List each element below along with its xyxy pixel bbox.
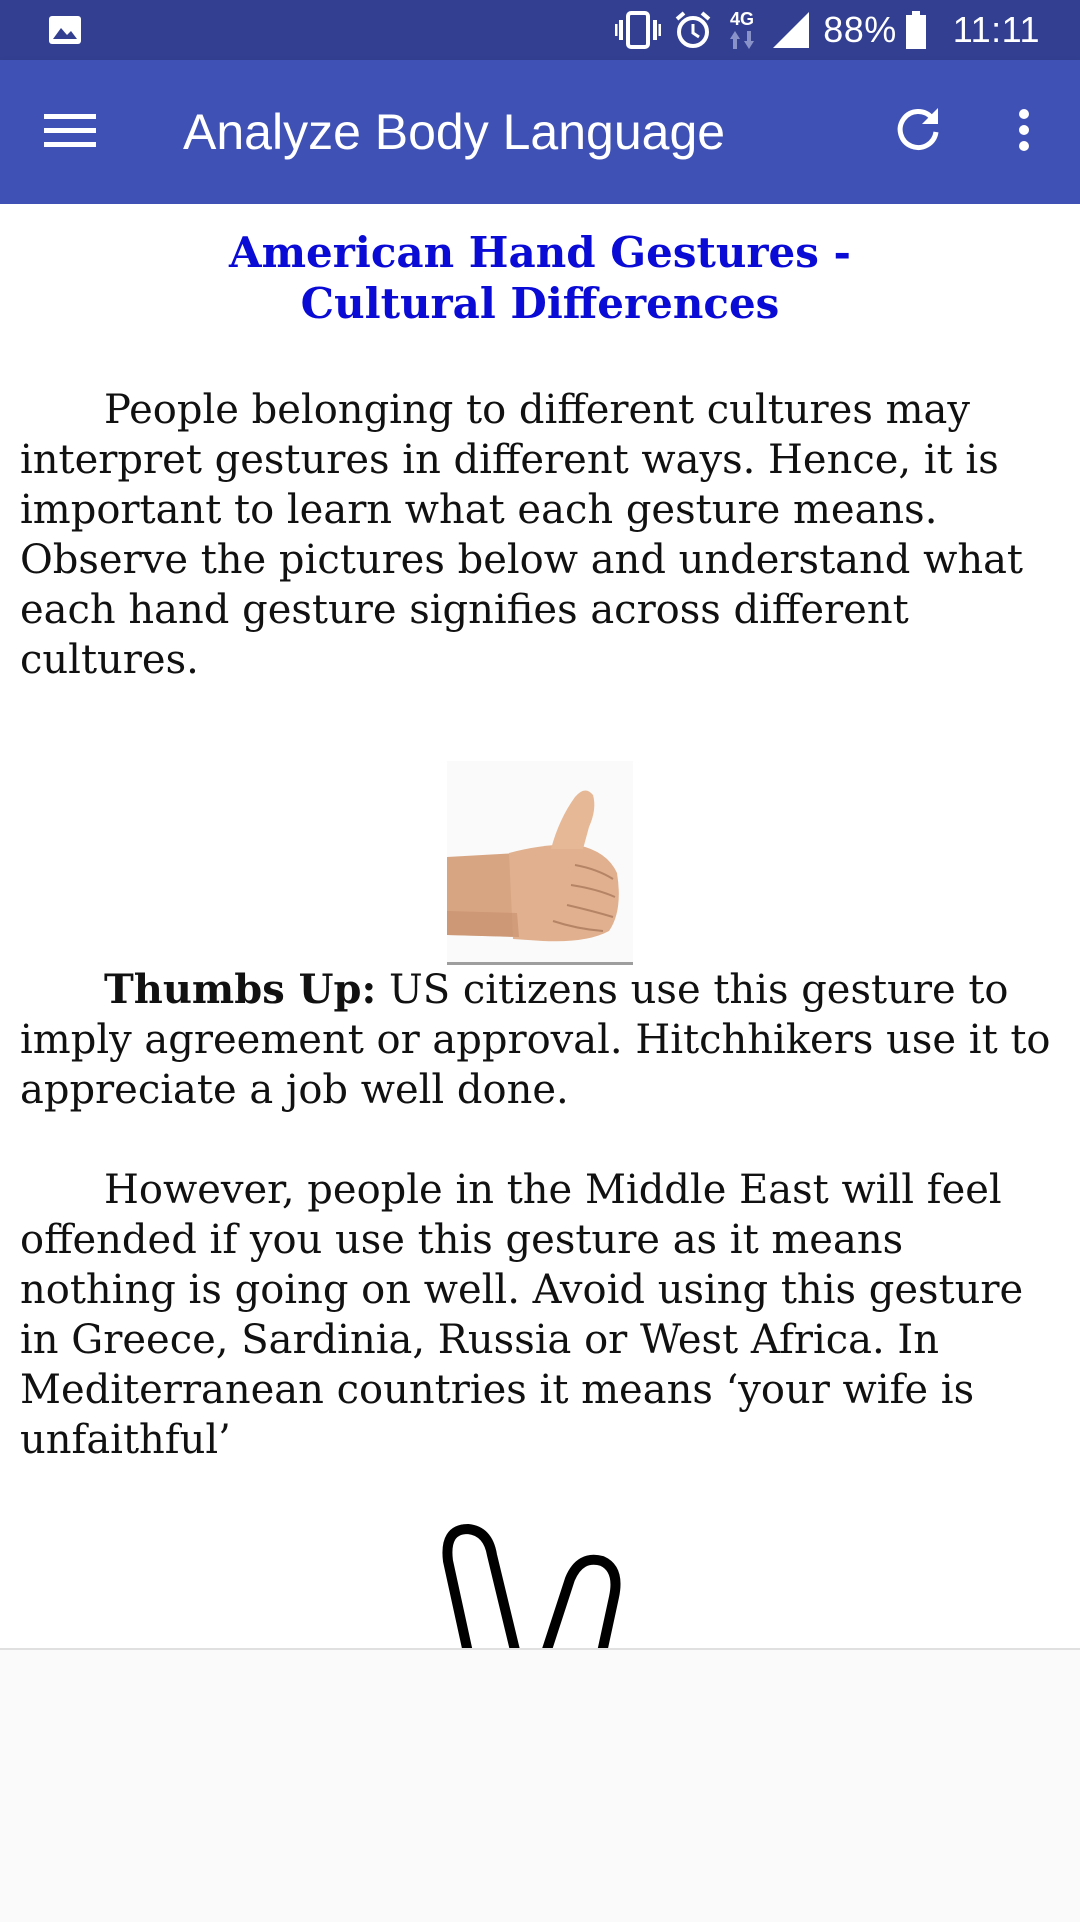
image-divider — [447, 962, 633, 965]
4g-icon — [725, 9, 759, 51]
battery-percent: 88% — [823, 9, 897, 50]
status-bar — [0, 0, 1080, 60]
clock: 11:11 — [952, 9, 1040, 50]
more-vert-icon — [1017, 108, 1031, 156]
peace-sign-image — [430, 1521, 650, 1648]
thumbs-up-text: US citizens use this gesture to imply agreement or approval. Hitchhikers use it to appreciate a job well done. — [20, 967, 1051, 1113]
article-title — [20, 227, 1060, 329]
thumbs-up-paragraph — [20, 965, 1060, 1115]
article-title-line-1: American Hand Gestures - — [229, 228, 851, 277]
menu-button[interactable] — [28, 96, 112, 168]
bottom-ad-area — [0, 1648, 1080, 1922]
thumbs-up-label: Thumbs Up: — [104, 966, 377, 1013]
thumbs-up-icon — [447, 761, 633, 965]
refresh-icon — [894, 106, 942, 158]
more-options-button[interactable] — [992, 100, 1056, 164]
signal-icon — [771, 10, 811, 50]
however-paragraph: However, people in the Middle East will feel offended if you use this gesture as it means nothing is going on well. Avoid using this gesture in Greece, Sardinia, Russia or West Africa. In Mediterranean countries it means ‘your wife is unfaithful’ — [20, 1167, 1024, 1463]
article-webview[interactable] — [0, 204, 1080, 1648]
battery-icon — [905, 11, 927, 49]
article — [0, 227, 1080, 1648]
gallery-icon — [48, 15, 82, 45]
vibrate-icon — [615, 10, 661, 50]
intro-paragraph: People belonging to different cultures may interpret gestures in different ways. Hence, it is important to learn what each gesture means. Observe the pictures below and understand what each hand gesture signifies across different cultures. — [20, 387, 1024, 683]
refresh-button[interactable] — [876, 100, 960, 164]
article-title-line-2: Cultural Differences — [300, 279, 780, 328]
app-title: Analyze Body Language — [183, 104, 726, 160]
peace-sign-icon — [430, 1521, 650, 1648]
app-bar — [0, 60, 1080, 204]
thumbs-up-image — [447, 761, 633, 965]
hamburger-menu-icon — [44, 112, 96, 152]
alarm-icon — [673, 10, 713, 50]
svg-text:4G: 4G — [730, 9, 755, 29]
